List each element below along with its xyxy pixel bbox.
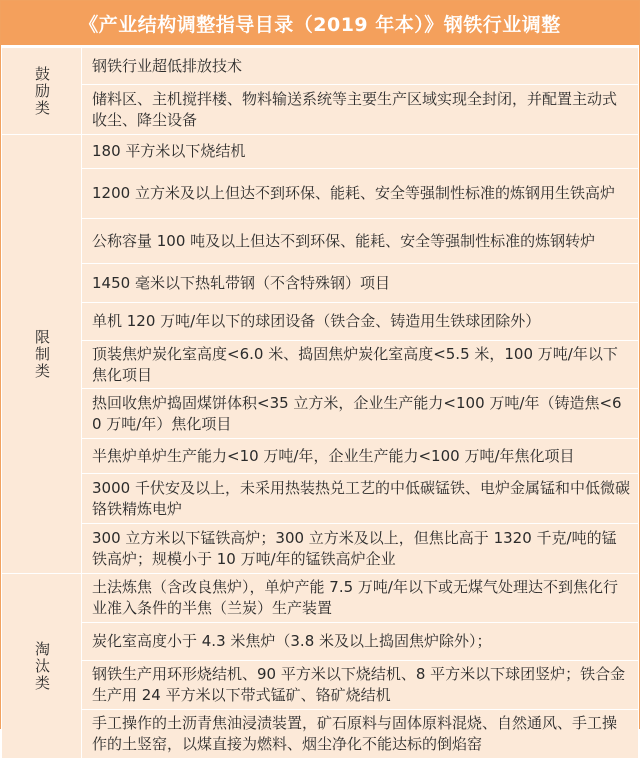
table-row	[2, 169, 639, 219]
table-row	[2, 524, 639, 574]
table-row	[2, 574, 639, 623]
list-item: 钢铁生产用环形烧结机、90 平方米以下烧结机、8 平方米以下球团竖炉；铁合金生产用 24 平方米以下带式锰矿、铬矿烧结机	[82, 661, 639, 710]
table-row	[2, 389, 639, 439]
table-row	[2, 135, 639, 169]
list-item: 1200 立方米及以上但达不到环保、能耗、安全等强制性标准的炼钢用生铁高炉	[82, 169, 639, 219]
table-row	[2, 439, 639, 474]
list-item: 炭化室高度小于 4.3 米焦炉（3.8 米及以上捣固焦炉除外）；	[82, 623, 639, 661]
list-item: 顶装焦炉炭化室高度<6.0 米、捣固焦炉炭化室高度<5.5 米，100 万吨/年以下焦化项目	[82, 341, 639, 389]
category-label: 淘汰类	[33, 640, 51, 692]
list-item: 单机 120 万吨/年以下的球团设备（铁合金、铸造用生铁球团除外）	[82, 303, 639, 341]
table-row	[2, 264, 639, 303]
table-row	[2, 303, 639, 341]
table-row	[2, 661, 639, 710]
table-row	[2, 85, 639, 135]
table-row	[2, 474, 639, 524]
policy-grid	[1, 47, 639, 759]
list-item: 180 平方米以下烧结机	[82, 135, 639, 169]
list-item: 3000 千伏安及以上，未采用热装热兑工艺的中低碳锰铁、电炉金属锰和中低微碳铬铁精炼电炉	[82, 474, 639, 524]
table-row	[2, 219, 639, 264]
list-item: 半焦炉单炉生产能力<10 万吨/年，企业生产能力<100 万吨/年焦化项目	[82, 439, 639, 474]
list-item: 公称容量 100 吨及以上但达不到环保、能耗、安全等强制性标准的炼钢转炉	[82, 219, 639, 264]
list-item: 热回收焦炉捣固煤饼体积<35 立方米，企业生产能力<100 万吨/年（铸造焦<60 万吨/年）焦化项目	[82, 389, 639, 439]
category-label: 限制类	[33, 328, 51, 380]
table-row	[2, 710, 639, 759]
table-title: 《产业结构调整指导目录（2019 年本）》钢铁行业调整	[1, 1, 639, 47]
category-eliminated	[2, 574, 82, 759]
table-row	[2, 341, 639, 389]
list-item: 1450 毫米以下热轧带钢（不含特殊钢）项目	[82, 264, 639, 303]
list-item: 土法炼焦（含改良焦炉），单炉产能 7.5 万吨/年以下或无煤气处理达不到焦化行业准入条件的半焦（兰炭）生产装置	[82, 574, 639, 623]
list-item: 储料区、主机搅拌楼、物料输送系统等主要生产区域实现全封闭，并配置主动式收尘、降尘设备	[82, 85, 639, 135]
list-item: 手工操作的土沥青焦油浸渍装置，矿石原料与固体原料混烧、自然通风、手工操作的土竖窑，以煤直接为燃料、烟尘净化不能达标的倒焰窑	[82, 710, 639, 759]
list-item: 300 立方米以下锰铁高炉；300 立方米及以上，但焦比高于 1320 千克/吨的锰铁高炉；规模小于 10 万吨/年的锰铁高炉企业	[82, 524, 639, 574]
category-restricted	[2, 135, 82, 574]
category-label: 鼓励类	[33, 65, 51, 117]
category-encouraged	[2, 48, 82, 135]
table-row	[2, 623, 639, 661]
table-row	[2, 48, 639, 85]
list-item: 钢铁行业超低排放技术	[82, 48, 639, 85]
